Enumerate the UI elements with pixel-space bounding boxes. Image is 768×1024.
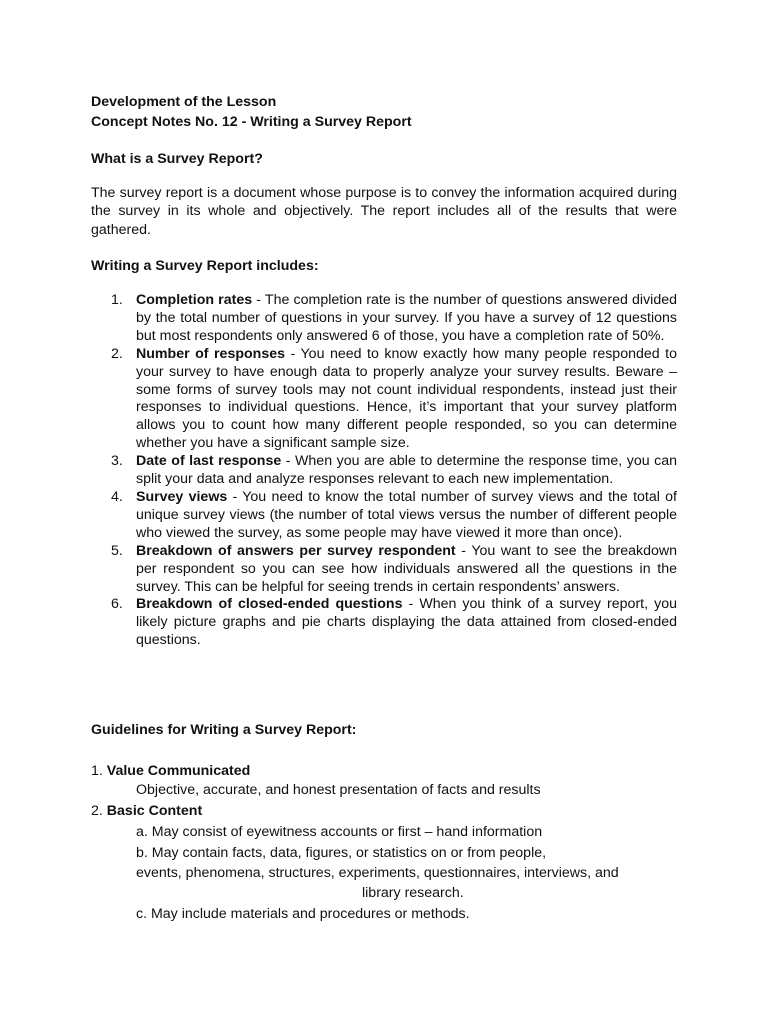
survey-report-definition: The survey report is a document whose purpose is to convey the information acquired during the survey in its whole and objectively. The report includes all of the results that were gathered.	[91, 185, 677, 238]
lesson-heading: Development of the Lesson	[91, 94, 277, 110]
guideline-number: 2.	[91, 803, 103, 819]
concept-notes-title: Concept Notes No. 12 - Writing a Survey Report	[91, 114, 412, 130]
list-item-number: 2.	[111, 345, 123, 362]
list-item-text: - When you think of a survey report, you likely picture graphs and pie charts displaying the data attained from closed-ended questions.	[136, 596, 677, 649]
list-item-term: Completion rates	[136, 292, 253, 308]
list-item	[91, 453, 677, 489]
list-item-text: - When you are able to determine the response time, you can split your data and analyze responses relevant to each new implementation.	[136, 453, 678, 488]
guideline-2b-line3: library research.	[362, 885, 464, 901]
guideline-2b-line1: b. May contain facts, data, figures, or statistics on or from people,	[136, 845, 547, 861]
list-item-term: Date of last response	[136, 453, 282, 470]
includes-list	[91, 292, 677, 650]
list-item-term: Breakdown of closed-ended questions	[136, 596, 403, 613]
list-item	[91, 489, 677, 543]
list-item	[91, 292, 677, 346]
guideline-2-heading	[91, 802, 202, 820]
section-heading-what-is: What is a Survey Report?	[91, 151, 263, 167]
list-item	[91, 596, 677, 650]
list-item-term: Number of responses	[136, 345, 286, 362]
list-item-number: 4.	[111, 488, 123, 505]
list-item-term: Survey views	[136, 488, 228, 505]
guideline-2a: a. May consist of eyewitness accounts or first – hand information	[136, 824, 543, 840]
list-item-number: 6.	[111, 596, 123, 613]
guideline-term: Value Communicated	[106, 763, 251, 779]
guideline-number: 1.	[91, 763, 103, 779]
list-item-text: - The completion rate is the number of questions answered divided by the total number of questions in your survey. If you have a survey of 12 questions but most respondents only answered 6 of those, you have a completion rate of 50%.	[136, 292, 677, 344]
list-item-number: 3.	[111, 453, 123, 470]
guideline-1-text: Objective, accurate, and honest presentation of facts and results	[136, 782, 541, 798]
guideline-2b-line2: events, phenomena, structures, experiments, questionnaires, interviews, and	[136, 865, 619, 881]
list-item-number: 5.	[111, 542, 123, 559]
section-heading-includes: Writing a Survey Report includes:	[91, 258, 319, 274]
section-heading-guidelines: Guidelines for Writing a Survey Report:	[91, 722, 357, 738]
list-item-text: - You want to see the breakdown per respondent so you can see how individuals answered all the questions in the survey. This can be helpful for seeing trends in certain respondents’ answers.	[136, 542, 677, 595]
list-item-number: 1.	[111, 292, 123, 308]
list-item-text: - You need to know exactly how many people responded to your survey to have enough data to properly analyze your survey results. Beware – some forms of survey tools may not count individual respondents, instead just their responses to individual questions. Hence, it’s important that your survey platform allows you to count how many different people responded, so you can determine whether you have a significant sample size.	[136, 345, 677, 452]
list-item	[91, 346, 677, 453]
guideline-2c: c. May include materials and procedures or methods.	[136, 906, 470, 922]
list-item-term: Breakdown of answers per survey respondent	[136, 542, 456, 559]
guideline-1-heading	[91, 762, 250, 780]
guideline-term: Basic Content	[106, 803, 203, 819]
list-item	[91, 543, 677, 597]
list-item-text: - You need to know the total number of survey views and the total of unique survey views (the number of total views versus the number of different people who viewed the survey, as some people may have viewed it more than once).	[136, 488, 677, 541]
